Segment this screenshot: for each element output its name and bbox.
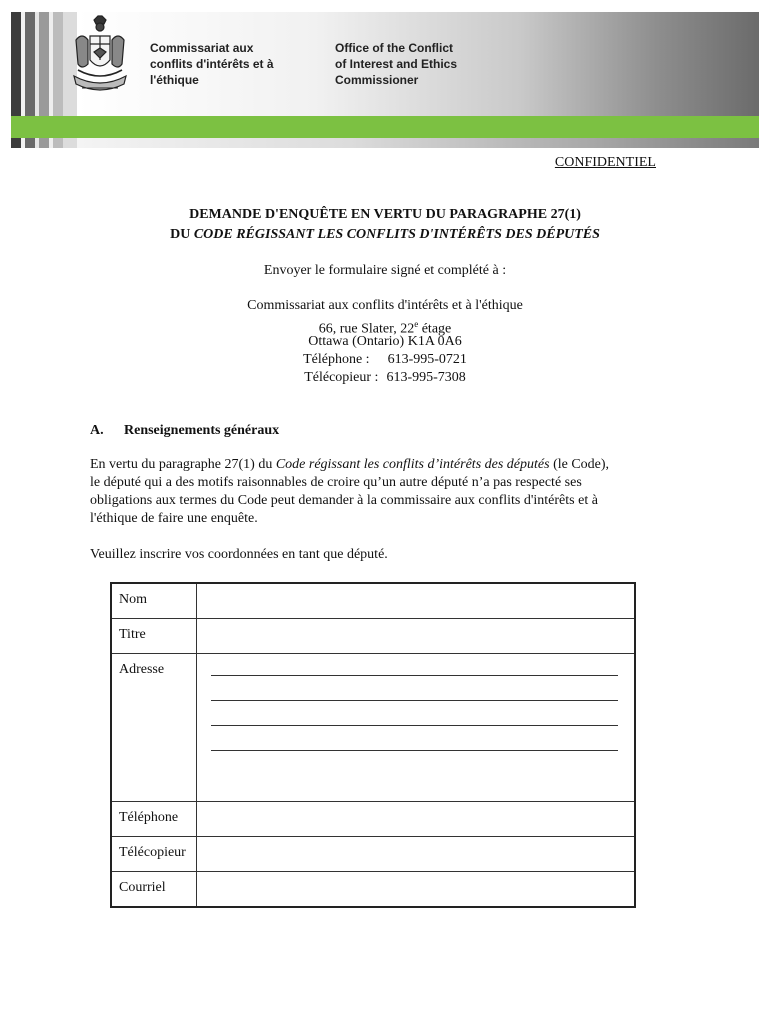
form-row-adresse: [111, 654, 635, 802]
para-line-3: obligations aux termes du Code peut demander à la commissaire aux conflits d'intérêts et à: [90, 493, 598, 508]
send-instruction: Envoyer le formulaire signé et complété à :: [263, 263, 507, 278]
address-phone: [0, 351, 770, 369]
fax-label: Télécopieur :: [304, 370, 379, 385]
address-fax: [0, 369, 770, 387]
form-row-telephone: [111, 802, 635, 837]
street-number: 66, rue Slater, 22: [318, 321, 415, 337]
address-line-2[interactable]: [211, 676, 618, 701]
form-row-titre: [111, 619, 635, 654]
address-line-4[interactable]: [211, 726, 618, 751]
title-prefix: DU: [170, 227, 194, 242]
field-telecopieur[interactable]: [197, 837, 636, 872]
form-row-courriel: [111, 872, 635, 908]
address-line-1[interactable]: [211, 664, 618, 676]
label-titre: Titre: [111, 619, 197, 654]
para-text-1: En vertu du paragraphe 27(1) du: [90, 457, 276, 472]
label-telephone: Téléphone: [111, 802, 197, 837]
title-code-name: CODE RÉGISSANT LES CONFLITS D'INTÉRÊTS DES DÉPUTÉS: [193, 227, 600, 242]
street-superscript: e: [414, 319, 419, 329]
para-line-4: l'éthique de faire une enquête.: [90, 511, 258, 526]
address-street: [0, 315, 770, 337]
mailing-address: [0, 297, 770, 387]
org-name-english: Office of the Conflict of Interest and Ethics Commissioner: [335, 41, 458, 87]
para-text-2: (le Code),: [549, 457, 610, 472]
para-line-2: le député qui a des motifs raisonnables de croire qu’un autre député n’a pas respecté ses: [90, 475, 582, 490]
label-adresse: Adresse: [111, 654, 197, 802]
field-telephone[interactable]: [197, 802, 636, 837]
label-telecopieur: Télécopieur: [111, 837, 197, 872]
org-name-french: Commissariat aux conflits d'intérêts et à l'éthique: [150, 41, 274, 87]
banner-under-gradient: [77, 138, 759, 148]
field-courriel[interactable]: [197, 872, 636, 908]
confidential-label: CONFIDENTIEL: [554, 155, 656, 170]
coat-of-arms-icon: [68, 14, 132, 102]
label-courriel: Courriel: [111, 872, 197, 908]
banner-green-bar: [11, 116, 759, 138]
street-rest: étage: [418, 321, 452, 337]
document-title-line1: DEMANDE D'ENQUÊTE EN VERTU DU PARAGRAPHE 27(1): [189, 207, 581, 222]
phone-number: 613-995-0721: [387, 352, 467, 367]
intro-paragraph: [90, 456, 670, 528]
member-info-form: [110, 582, 636, 908]
address-line-3[interactable]: [211, 701, 618, 726]
form-row-nom: [111, 583, 635, 619]
section-title: Renseignements généraux: [124, 423, 280, 438]
section-a-heading: [90, 423, 279, 439]
label-nom: Nom: [111, 583, 197, 619]
address-org: Commissariat aux conflits d'intérêts et à l'éthique: [247, 298, 523, 313]
field-titre[interactable]: [197, 619, 636, 654]
fax-number: 613-995-7308: [386, 370, 466, 385]
phone-label: Téléphone :: [303, 352, 370, 367]
field-adresse[interactable]: [197, 654, 636, 802]
form-row-telecopieur: [111, 837, 635, 872]
section-letter: A.: [90, 423, 104, 438]
coordinates-instruction: Veuillez inscrire vos coordonnées en tant que député.: [90, 547, 388, 562]
document-title-line2: [0, 227, 770, 243]
address-city: Ottawa (Ontario) K1A 0A6: [308, 334, 462, 349]
para-code-name: Code régissant les conflits d’intérêts des députés: [275, 457, 550, 472]
field-nom[interactable]: [197, 583, 636, 619]
